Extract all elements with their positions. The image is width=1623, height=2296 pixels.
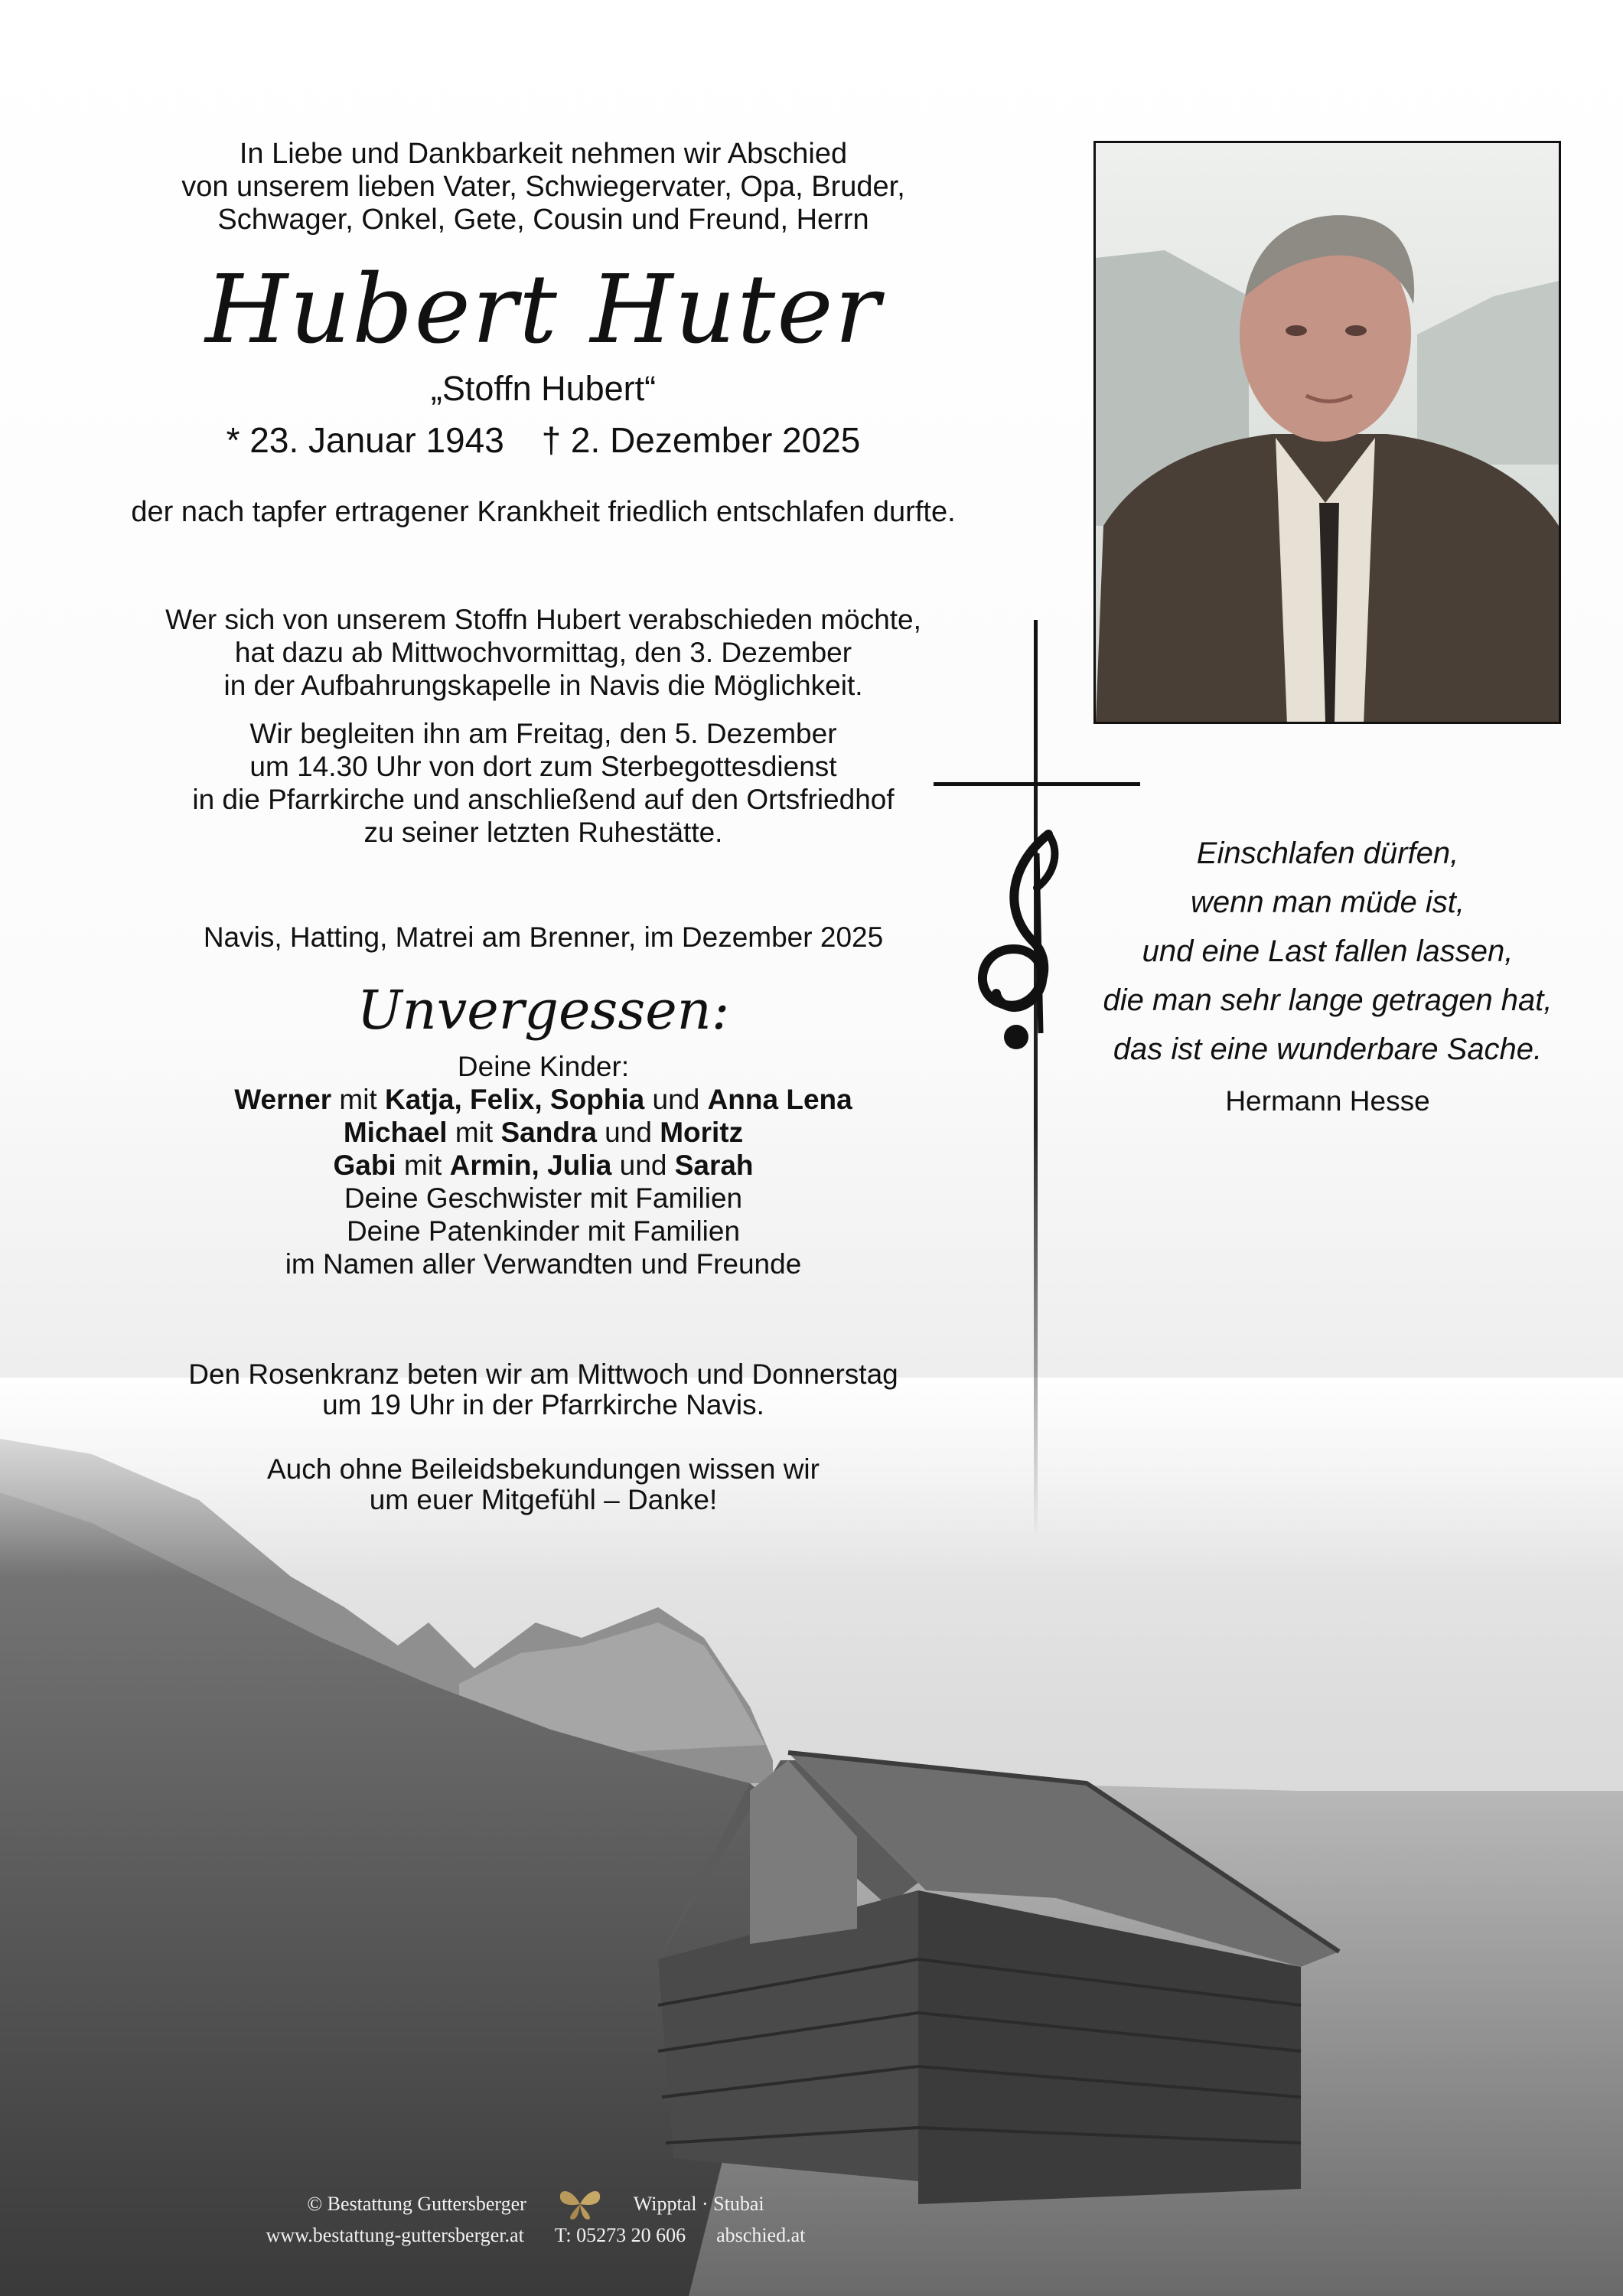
- family-connector: mit: [331, 1084, 385, 1115]
- funeral-info: [77, 717, 1010, 849]
- family-line: [77, 1149, 1010, 1182]
- family-name: Moritz: [660, 1117, 744, 1148]
- funeral-line: in die Pfarrkirche und anschließend auf den Ortsfriedhof: [192, 784, 895, 815]
- treble-clef-icon: [983, 834, 1054, 1049]
- unvergessen-heading: Unvergessen:: [357, 979, 730, 1042]
- viewing-line: hat dazu ab Mittwochvormittag, den 3. Dezember: [234, 637, 852, 668]
- family-line: Deine Geschwister mit Familien: [344, 1182, 743, 1214]
- family-connector: mit: [447, 1117, 501, 1148]
- portrait-photo: [1093, 141, 1561, 724]
- quote-line: die man sehr lange getragen hat,: [1103, 983, 1553, 1017]
- family-connector: mit: [396, 1150, 450, 1181]
- viewing-line: Wer sich von unserem Stoffn Hubert verabschieden möchte,: [165, 604, 921, 635]
- birth-date: * 23. Januar 1943: [226, 420, 504, 460]
- rosary-line: um 19 Uhr in der Pfarrkirche Navis.: [322, 1389, 764, 1420]
- footer-row-1: [222, 2187, 849, 2221]
- quote-line: und eine Last fallen lassen,: [1142, 934, 1514, 968]
- cross-icon: [926, 620, 1140, 1538]
- funeral-line: um 14.30 Uhr von dort zum Sterbegottesdienst: [249, 751, 837, 782]
- funeral-line: zu seiner letzten Ruhestätte.: [363, 817, 723, 848]
- deceased-name: Hubert Huter: [205, 255, 882, 365]
- rosary-info: [77, 1359, 1010, 1420]
- footer: [222, 2187, 849, 2250]
- description: der nach tapfer ertragener Krankheit friedlich entschlafen durfte.: [131, 496, 956, 528]
- intro-line: In Liebe und Dankbarkeit nehmen wir Abschied: [239, 138, 848, 170]
- family-connector: und: [611, 1150, 675, 1181]
- family-name: Anna Lena: [707, 1084, 852, 1115]
- life-dates: [77, 419, 1010, 461]
- family-name: Michael: [343, 1117, 448, 1148]
- family-name: Armin, Julia: [449, 1150, 612, 1181]
- intro-text: [77, 138, 1010, 236]
- rosary-line: Den Rosenkranz beten wir am Mittwoch und Donnerstag: [188, 1358, 898, 1390]
- family-list: [77, 1050, 1010, 1280]
- place-date: Navis, Hatting, Matrei am Brenner, im Dezember 2025: [203, 921, 884, 953]
- death-date: † 2. Dezember 2025: [541, 420, 861, 460]
- website-link[interactable]: www.bestattung-guttersberger.at: [266, 2224, 524, 2246]
- family-heading: Deine Kinder:: [457, 1051, 630, 1082]
- family-line: Deine Patenkinder mit Familien: [346, 1215, 741, 1247]
- family-name: Sarah: [674, 1150, 754, 1181]
- quote-line: Einschlafen dürfen,: [1196, 837, 1459, 870]
- quote: [1071, 829, 1584, 1074]
- family-connector: und: [596, 1117, 660, 1148]
- family-name: Katja, Felix, Sophia: [385, 1084, 645, 1115]
- intro-line: von unserem lieben Vater, Schwiegervater, Opa, Bruder,: [181, 171, 905, 203]
- nickname: „Stoffn Hubert“: [430, 369, 657, 408]
- company-name: © Bestattung Guttersberger: [307, 2193, 526, 2215]
- family-line: im Namen aller Verwandten und Freunde: [285, 1248, 802, 1280]
- funeral-line: Wir begleiten ihn am Freitag, den 5. Dezember: [249, 718, 837, 749]
- thanks-line: um euer Mitgefühl – Danke!: [369, 1484, 718, 1515]
- portal-link[interactable]: abschied.at: [716, 2224, 806, 2246]
- thanks-note: [77, 1454, 1010, 1515]
- family-name: Werner: [234, 1084, 332, 1115]
- region: Wipptal · Stubai: [633, 2193, 764, 2215]
- portrait-image: [1096, 143, 1559, 722]
- family-line: [77, 1116, 1010, 1149]
- quote-line: wenn man müde ist,: [1191, 885, 1465, 919]
- quote-line: das ist eine wunderbare Sache.: [1113, 1032, 1543, 1066]
- family-line: [77, 1083, 1010, 1116]
- quote-author: Hermann Hesse: [1225, 1085, 1430, 1117]
- family-connector: und: [644, 1084, 708, 1115]
- thanks-line: Auch ohne Beileidsbekundungen wissen wir: [267, 1453, 820, 1485]
- footer-row-2: [222, 2221, 849, 2250]
- viewing-info: [77, 603, 1010, 702]
- family-name: Gabi: [333, 1150, 396, 1181]
- intro-line: Schwager, Onkel, Gete, Cousin und Freund, Herrn: [217, 204, 869, 236]
- family-name: Sandra: [500, 1117, 597, 1148]
- phone-number: T: 05273 20 606: [554, 2224, 686, 2246]
- viewing-line: in der Aufbahrungskapelle in Navis die Möglichkeit.: [223, 670, 863, 701]
- butterfly-logo: [557, 2187, 603, 2221]
